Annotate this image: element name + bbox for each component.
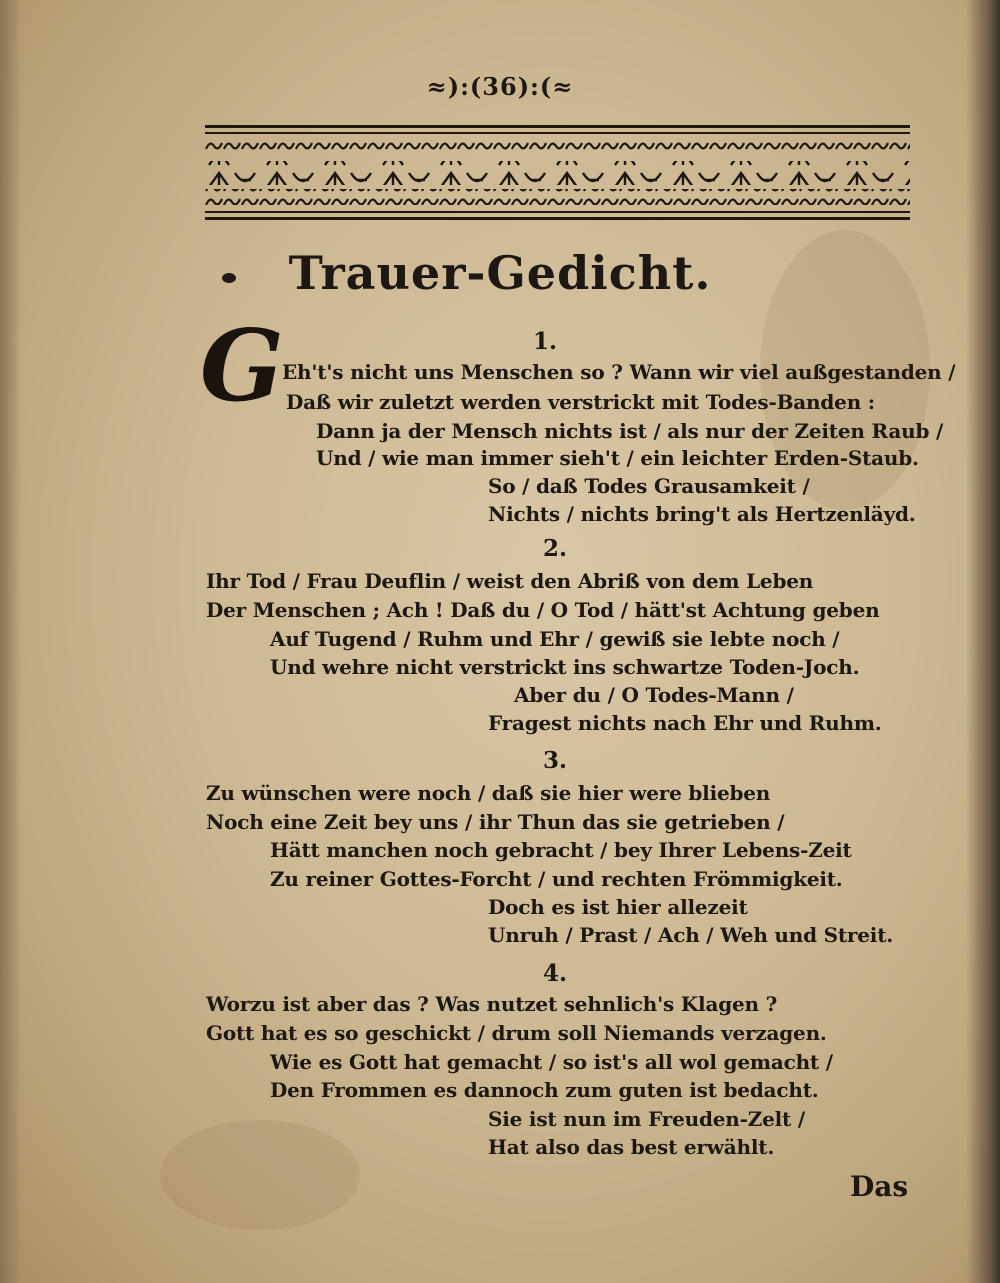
verse-line: Dann ja der Mensch nichts ist / als nur der Zeiten Raub / [316,419,944,443]
page-left-edge [0,0,22,1283]
paper-stain [160,1120,360,1230]
verse-line: Zu wünschen were noch / daß sie hier were blieben [206,781,771,805]
verse-line: Noch eine Zeit bey uns / ihr Thun das sie getrieben / [206,810,785,834]
stanza-number: 2. [542,535,567,562]
page-right-edge [966,0,1000,1283]
verse-line: Auf Tugend / Ruhm und Ehr / gewiß sie lebte noch / [270,627,840,651]
verse-line: Gott hat es so geschickt / drum soll Niemands verzagen. [206,1021,827,1045]
page-title: Trauer-Gedicht. [288,246,712,300]
verse-line: Sie ist nun im Freuden-Zelt / [488,1107,805,1131]
verse-line: Hätt manchen noch gebracht / bey Ihrer Lebens-Zeit [270,838,852,862]
verse-line: Zu reiner Gottes-Forcht / und rechten Frömmigkeit. [270,867,843,891]
catchword: Das [850,1170,909,1203]
verse-line: So / daß Todes Grausamkeit / [488,474,810,498]
verse-line: Und wehre nicht verstrickt ins schwartze Toden-Joch. [270,655,860,679]
verse-line: Fragest nichts nach Ehr und Ruhm. [488,711,882,735]
verse-line: Daß wir zuletzt werden verstrickt mit Todes-Banden : [286,390,875,414]
verse-line: Ihr Tod / Frau Deuflin / weist den Abriß von dem Leben [206,569,814,593]
verse-line: Hat also das best erwählt. [488,1135,775,1159]
verse-line: Doch es ist hier allezeit [488,895,748,919]
page-number: ≈):(36):(≈ [426,72,574,101]
verse-line: Eh't's nicht uns Menschen so ? Wann wir viel außgestanden / [282,360,956,384]
verse-line: Aber du / O Todes-Mann / [514,683,794,707]
drop-cap: G [200,309,284,424]
verse-line: Worzu ist aber das ? Was nutzet sehnlich's Klagen ? [206,992,778,1016]
ornament-left: ≈ [426,72,448,101]
verse-line: Der Menschen ; Ach ! Daß du / O Tod / hätt'st Achtung geben [206,598,880,622]
verse-line: Und / wie man immer sieh't / ein leichter Erden-Staub. [316,446,919,470]
verse-line: Unruh / Prast / Ach / Weh und Streit. [488,923,893,947]
stanza-number: 4. [542,960,567,987]
stanza-number: 1. [532,328,557,355]
ornament-right: ≈ [552,72,574,101]
ornamental-header-border [205,125,910,221]
verse-line: Wie es Gott hat gemacht / so ist's all wol gemacht / [270,1050,833,1074]
verse-line: Den Frommen es dannoch zum guten ist bedacht. [270,1078,819,1102]
stanza-number: 3. [542,747,567,774]
verse-line: Nichts / nichts bring't als Hertzenläyd. [488,502,916,526]
